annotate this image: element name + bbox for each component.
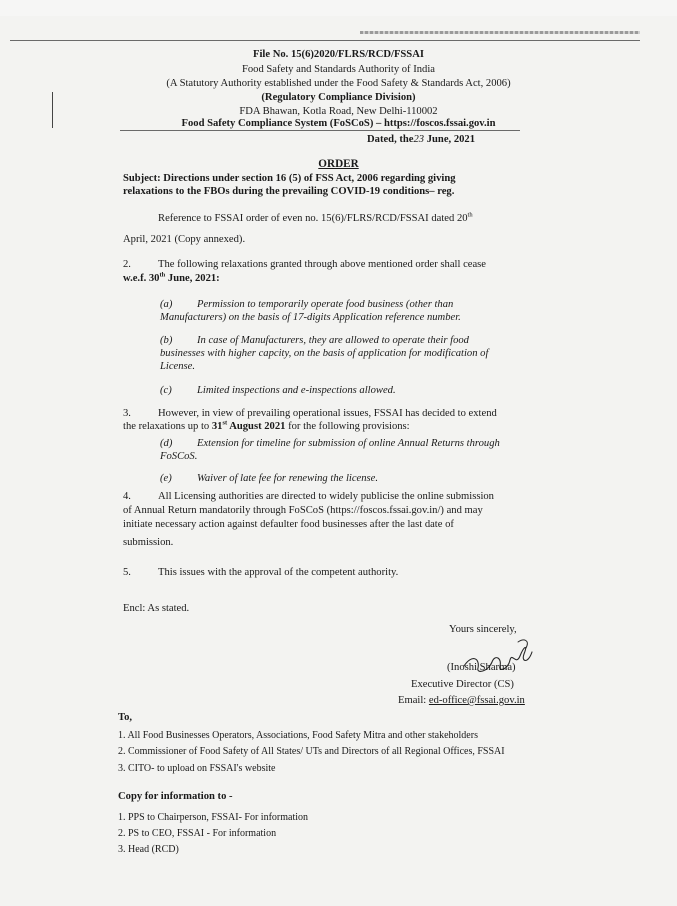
reference-line-1: Reference to FSSAI order of even no. 15(6)/FLRS/RCD/FSSAI dated 20th xyxy=(158,211,473,224)
foscos-link: Food Safety Compliance System (FoSCoS) – https://foscos.fssai.gov.in xyxy=(181,118,496,129)
item-b-line-2: businesses with higher capcity, on the basis of application for modification of xyxy=(160,348,489,359)
copy-item: 1. PPS to Chairperson, FSSAI- For information xyxy=(118,812,309,823)
para-2-line-2: w.e.f. 30th June, 2021: xyxy=(123,271,220,284)
header-top-rule xyxy=(10,40,640,41)
enclosure-note: Encl: As stated. xyxy=(123,603,190,614)
item-b-label: (b) xyxy=(160,335,173,346)
item-b-line-1: In case of Manufacturers, they are allowed to operate their food xyxy=(197,335,469,346)
order-title: ORDER xyxy=(318,158,359,170)
subject-line-2: relaxations to the FBOs during the prevailing COVID-19 conditions– reg. xyxy=(123,186,455,197)
signatory-designation: Executive Director (CS) xyxy=(411,679,514,690)
item-c-line-1: Limited inspections and e-inspections allowed. xyxy=(197,385,396,396)
closing-salutation: Yours sincerely, xyxy=(449,624,517,635)
para-4-line-3: initiate necessary action against defaulter food businesses after the last date of xyxy=(123,519,454,530)
item-c-label: (c) xyxy=(160,385,172,396)
division-name: (Regulatory Compliance Division) xyxy=(261,92,416,103)
subject-line-1: Subject: Directions under section 16 (5) of FSS Act, 2006 regarding giving xyxy=(123,173,456,184)
item-e-label: (e) xyxy=(160,473,172,484)
item-a-line-1: Permission to temporarily operate food business (other than xyxy=(197,299,454,310)
para-4-number: 4. xyxy=(123,491,131,502)
para-4-line-2: of Annual Return mandatorily through FoSCoS (https://foscos.fssai.gov.in/) and may xyxy=(123,505,483,516)
signatory-email: Email: ed-office@fssai.gov.in xyxy=(398,695,525,706)
item-a-line-2: Manufacturers) on the basis of 17-digits Application reference number. xyxy=(160,312,461,323)
signatory-name: (Inoshi Sharma) xyxy=(447,662,516,673)
copy-item: 2. PS to CEO, FSSAI - For information xyxy=(118,828,277,839)
item-d-label: (d) xyxy=(160,438,173,449)
copy-label: Copy for information to - xyxy=(118,791,233,802)
to-label: To, xyxy=(118,712,133,723)
scan-artifact-line xyxy=(360,31,640,34)
statutory-note: (A Statutory Authority established under the Food Safety & Standards Act, 2006) xyxy=(166,78,511,89)
order-date: Dated, the23 June, 2021 xyxy=(367,134,476,145)
scan-top-edge xyxy=(0,0,677,16)
to-item: 2. Commissioner of Food Safety of All States/ UTs and Directors of all Regional Offices, FSSAI xyxy=(118,746,505,757)
item-a-label: (a) xyxy=(160,299,173,310)
para-3-line-1: However, in view of prevailing operational issues, FSSAI has decided to extend xyxy=(158,408,497,419)
item-d-line-1: Extension for timeline for submission of online Annual Returns through xyxy=(197,438,500,449)
para-5-number: 5. xyxy=(123,567,131,578)
address: FDA Bhawan, Kotla Road, New Delhi-110002 xyxy=(239,106,438,117)
para-3-line-2: the relaxations up to 31st August 2021 for the following provisions: xyxy=(123,419,410,432)
para-4-line-1: All Licensing authorities are directed to widely publicise the online submission xyxy=(158,491,494,502)
para-2-line-1: The following relaxations granted through above mentioned order shall cease xyxy=(158,259,487,270)
para-4-line-4: submission. xyxy=(123,537,174,548)
header-bottom-rule xyxy=(120,130,520,131)
para-5-line-1: This issues with the approval of the competent authority. xyxy=(158,567,399,578)
file-number: File No. 15(6)2020/FLRS/RCD/FSSAI xyxy=(253,49,424,60)
to-item: 3. CITO- to upload on FSSAI's website xyxy=(118,763,276,774)
authority-name: Food Safety and Standards Authority of India xyxy=(241,64,435,75)
item-e-line-1: Waiver of late fee for renewing the license. xyxy=(197,473,379,484)
para-3-number: 3. xyxy=(123,408,131,419)
to-item: 1. All Food Businesses Operators, Associations, Food Safety Mitra and other stakeholders xyxy=(118,730,478,741)
item-d-line-2: FoSCoS. xyxy=(160,451,198,462)
para-2-number: 2. xyxy=(123,259,131,270)
copy-item: 3. Head (RCD) xyxy=(118,844,179,855)
reference-line-2: April, 2021 (Copy annexed). xyxy=(123,234,246,245)
email-link[interactable]: ed-office@fssai.gov.in xyxy=(428,695,525,706)
item-b-line-3: License. xyxy=(160,361,196,372)
